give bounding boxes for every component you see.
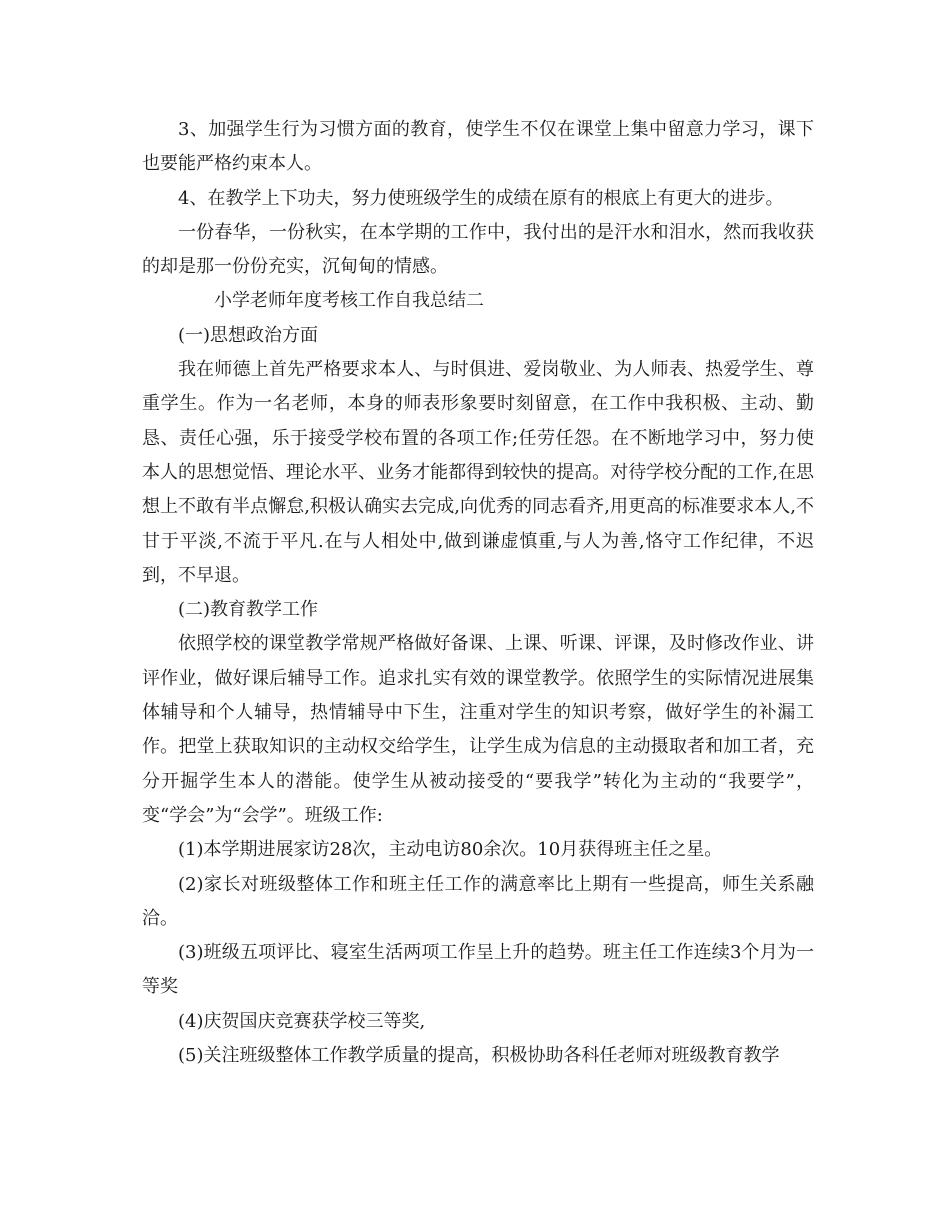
list-item-teaching-quality: (5)关注班级整体工作教学质量的提高，积极协助各科任老师对班级教育教学	[178, 1045, 780, 1067]
heading-teaching-work: (二)教育教学工作	[178, 599, 319, 621]
list-item-parent-satisfaction: (2)家长对班级整体工作和班主任工作的满意率比上期有一些提高，师生关系融洽。	[142, 873, 814, 929]
list-item-class-evaluation: (3)班级五项评比、寝室生活两项工作呈上升的趋势。班主任工作连续3个月为一等奖	[142, 942, 814, 998]
heading-political-thought: (一)思想政治方面	[178, 324, 319, 346]
document-body	[142, 113, 814, 1073]
paragraph-teacher-ethics: 我在师德上首先严格要求本人、与时俱进、爱岗敬业、为人师表、热爱学生、尊重学生。作为一名老师，本身的师表形象要时刻留意，在工作中我积极、主动、勤恳、责任心强，乐于接受学校布置的各项工作;任劳任怨。在不断地学习中，努力使本人的思想觉悟、理论水平、业务才能都得到较快的提高。对待学校分配的工作,在思想上不敢有半点懈怠,积极认确实去完成,向优秀的同志看齐,用更高的标准要求本人,不甘于平淡,不流于平凡.在与人相处中,做到谦虚慎重,与人为善,恪守工作纪律，不迟到，不早退。	[142, 359, 814, 586]
paragraph-item-4: 4、在教学上下功夫，努力使班级学生的成绩在原有的根底上有更大的进步。	[178, 187, 784, 209]
paragraph-conclusion: 一份春华，一份秋实，在本学期的工作中，我付出的是汗水和泪水，然而我收获的却是那一份份充实，沉甸甸的情感。	[142, 221, 814, 278]
section-title: 小学老师年度考核工作自我总结二	[214, 290, 484, 312]
paragraph-item-3: 3、加强学生行为习惯方面的教育，使学生不仅在课堂上集中留意力学习，课下也要能严格约束本人。	[142, 119, 814, 175]
list-item-national-day-contest: (4)庆贺国庆竞赛获学校三等奖,	[178, 1010, 426, 1032]
list-item-home-visits: (1)本学期进展家访28次，主动电访80余次。10月获得班主任之星。	[178, 839, 723, 861]
paragraph-teaching-practice: 依照学校的课堂教学常规严格做好备课、上课、听课、评课，及时修改作业、讲评作业，做好课后辅导工作。追求扎实有效的课堂教学。依照学生的实际情况进展集体辅导和个人辅导，热情辅导中下生，注重对学生的知识考察，做好学生的补漏工作。把堂上获取知识的主动权交给学生，让学生成为信息的主动摄取者和加工者，充分开掘学生本人的潜能。使学生从被动接受的“要我学”转化为主动的“我要学”，变“学会”为“会学”。班级工作:	[142, 633, 814, 826]
